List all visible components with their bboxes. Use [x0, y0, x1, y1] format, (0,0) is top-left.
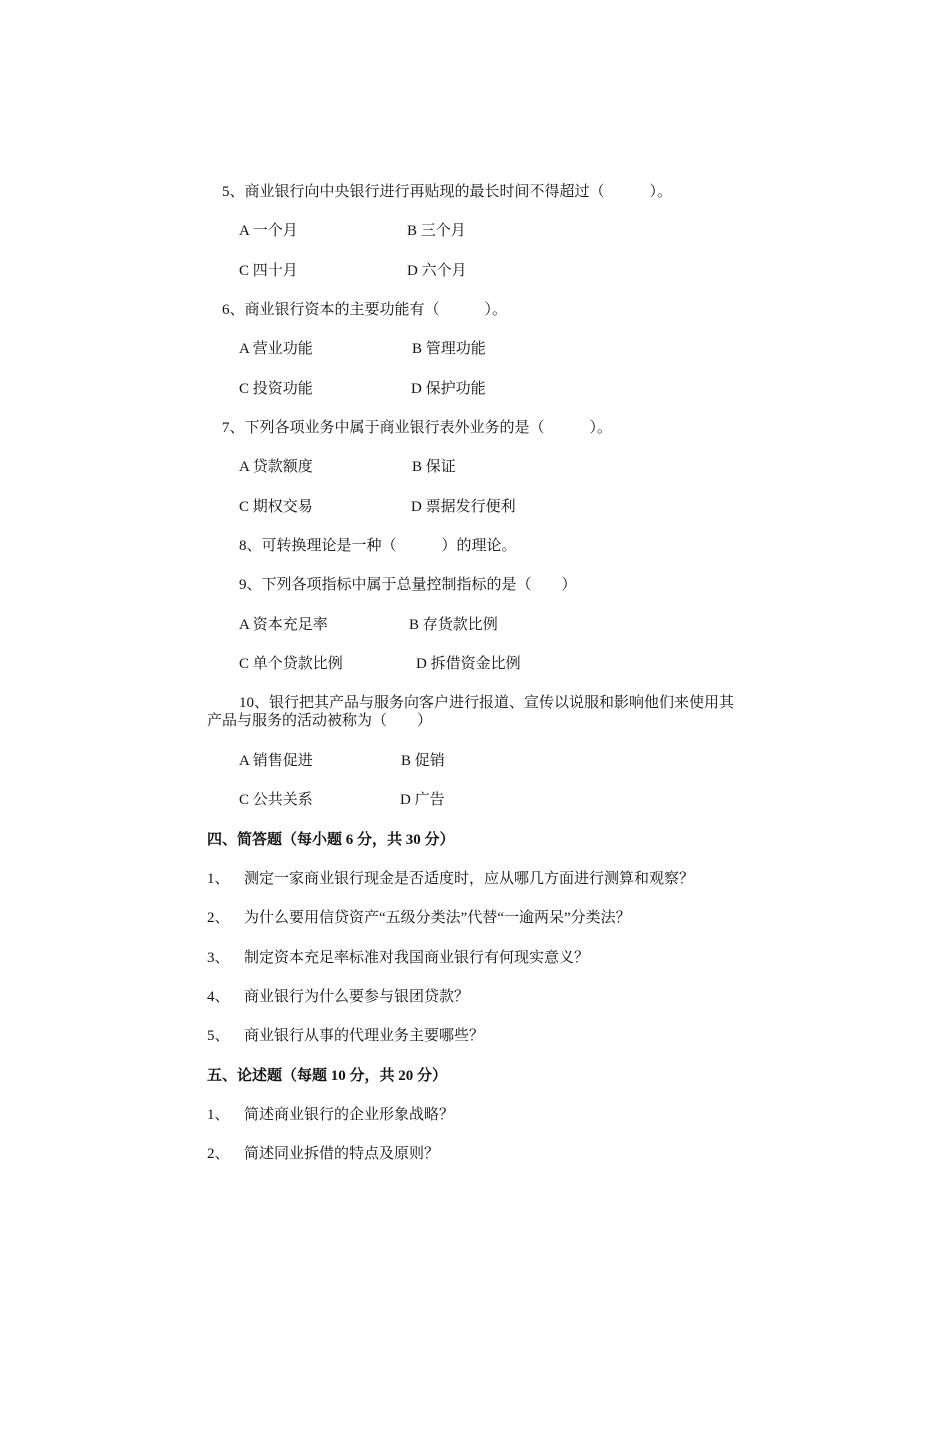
section-4-item-2-text: 为什么要用信贷资产“五级分类法”代替“一逾两呆”分类法？: [244, 910, 631, 926]
question-9-option-d: D 拆借资金比例: [416, 656, 521, 672]
question-9-option-c: C 单个贷款比例: [239, 656, 343, 672]
section-4-item-3-text: 制定资本充足率标准对我国商业银行有何现实意义？: [244, 950, 590, 966]
question-10-stem-line1: 10、银行把其产品与服务向客户进行报道、宣传以说服和影响他们来使用其: [239, 695, 735, 711]
question-9-stem: 9、下列各项指标中属于总量控制指标的是（ ）: [239, 577, 577, 593]
question-5-option-b: B 三个月: [407, 223, 466, 239]
section-4-heading: 四、简答题（每小题 6 分，共 30 分）: [207, 832, 455, 848]
question-9-option-b: B 存货款比例: [409, 617, 498, 633]
question-6-option-a: A 营业功能: [239, 341, 313, 357]
question-7-stem: 7、下列各项业务中属于商业银行表外业务的是（ ）。: [222, 420, 613, 436]
question-6-option-c: C 投资功能: [239, 381, 313, 397]
question-9-option-a: A 资本充足率: [239, 617, 328, 633]
question-6-option-d: D 保护功能: [411, 381, 486, 397]
question-5-option-c: C 四十月: [239, 263, 298, 279]
question-7-option-a: A 贷款额度: [239, 459, 313, 475]
question-7-option-b: B 保证: [412, 459, 456, 475]
question-5-option-a: A 一个月: [239, 223, 298, 239]
section-4-item-1-text: 测定一家商业银行现金是否适度时，应从哪几方面进行测算和观察？: [244, 871, 695, 887]
question-5-stem: 5、商业银行向中央银行进行再贴现的最长时间不得超过（ ）。: [222, 184, 673, 200]
question-10-stem-line2: 产品与服务的活动被称为（ ）: [207, 713, 433, 729]
section-5-heading: 五、论述题（每题 10 分，共 20 分）: [207, 1068, 448, 1084]
question-10-option-d: D 广告: [400, 792, 445, 808]
section-5-item-2-number: 2、: [207, 1146, 230, 1162]
section-4-item-4-text: 商业银行为什么要参与银团贷款？: [244, 989, 470, 1005]
question-5-option-d: D 六个月: [407, 263, 467, 279]
question-10-option-b: B 促销: [401, 753, 445, 769]
question-7-option-d: D 票据发行便利: [411, 499, 516, 515]
section-5-item-2-text: 简述同业拆借的特点及原则？: [244, 1146, 440, 1162]
question-6-option-b: B 管理功能: [412, 341, 486, 357]
section-5-item-1-number: 1、: [207, 1107, 230, 1123]
question-7-option-c: C 期权交易: [239, 499, 313, 515]
question-10-option-a: A 销售促进: [239, 753, 313, 769]
section-4-item-4-number: 4、: [207, 989, 230, 1005]
section-4-item-5-text: 商业银行从事的代理业务主要哪些？: [244, 1028, 485, 1044]
section-4-item-3-number: 3、: [207, 950, 230, 966]
section-5-item-1-text: 简述商业银行的企业形象战略？: [244, 1107, 455, 1123]
section-4-item-1-number: 1、: [207, 871, 230, 887]
question-8-stem: 8、可转换理论是一种（ ）的理论。: [239, 538, 517, 554]
question-10-option-c: C 公共关系: [239, 792, 313, 808]
question-6-stem: 6、商业银行资本的主要功能有（ ）。: [222, 302, 508, 318]
section-4-item-2-number: 2、: [207, 910, 230, 926]
section-4-item-5-number: 5、: [207, 1028, 230, 1044]
